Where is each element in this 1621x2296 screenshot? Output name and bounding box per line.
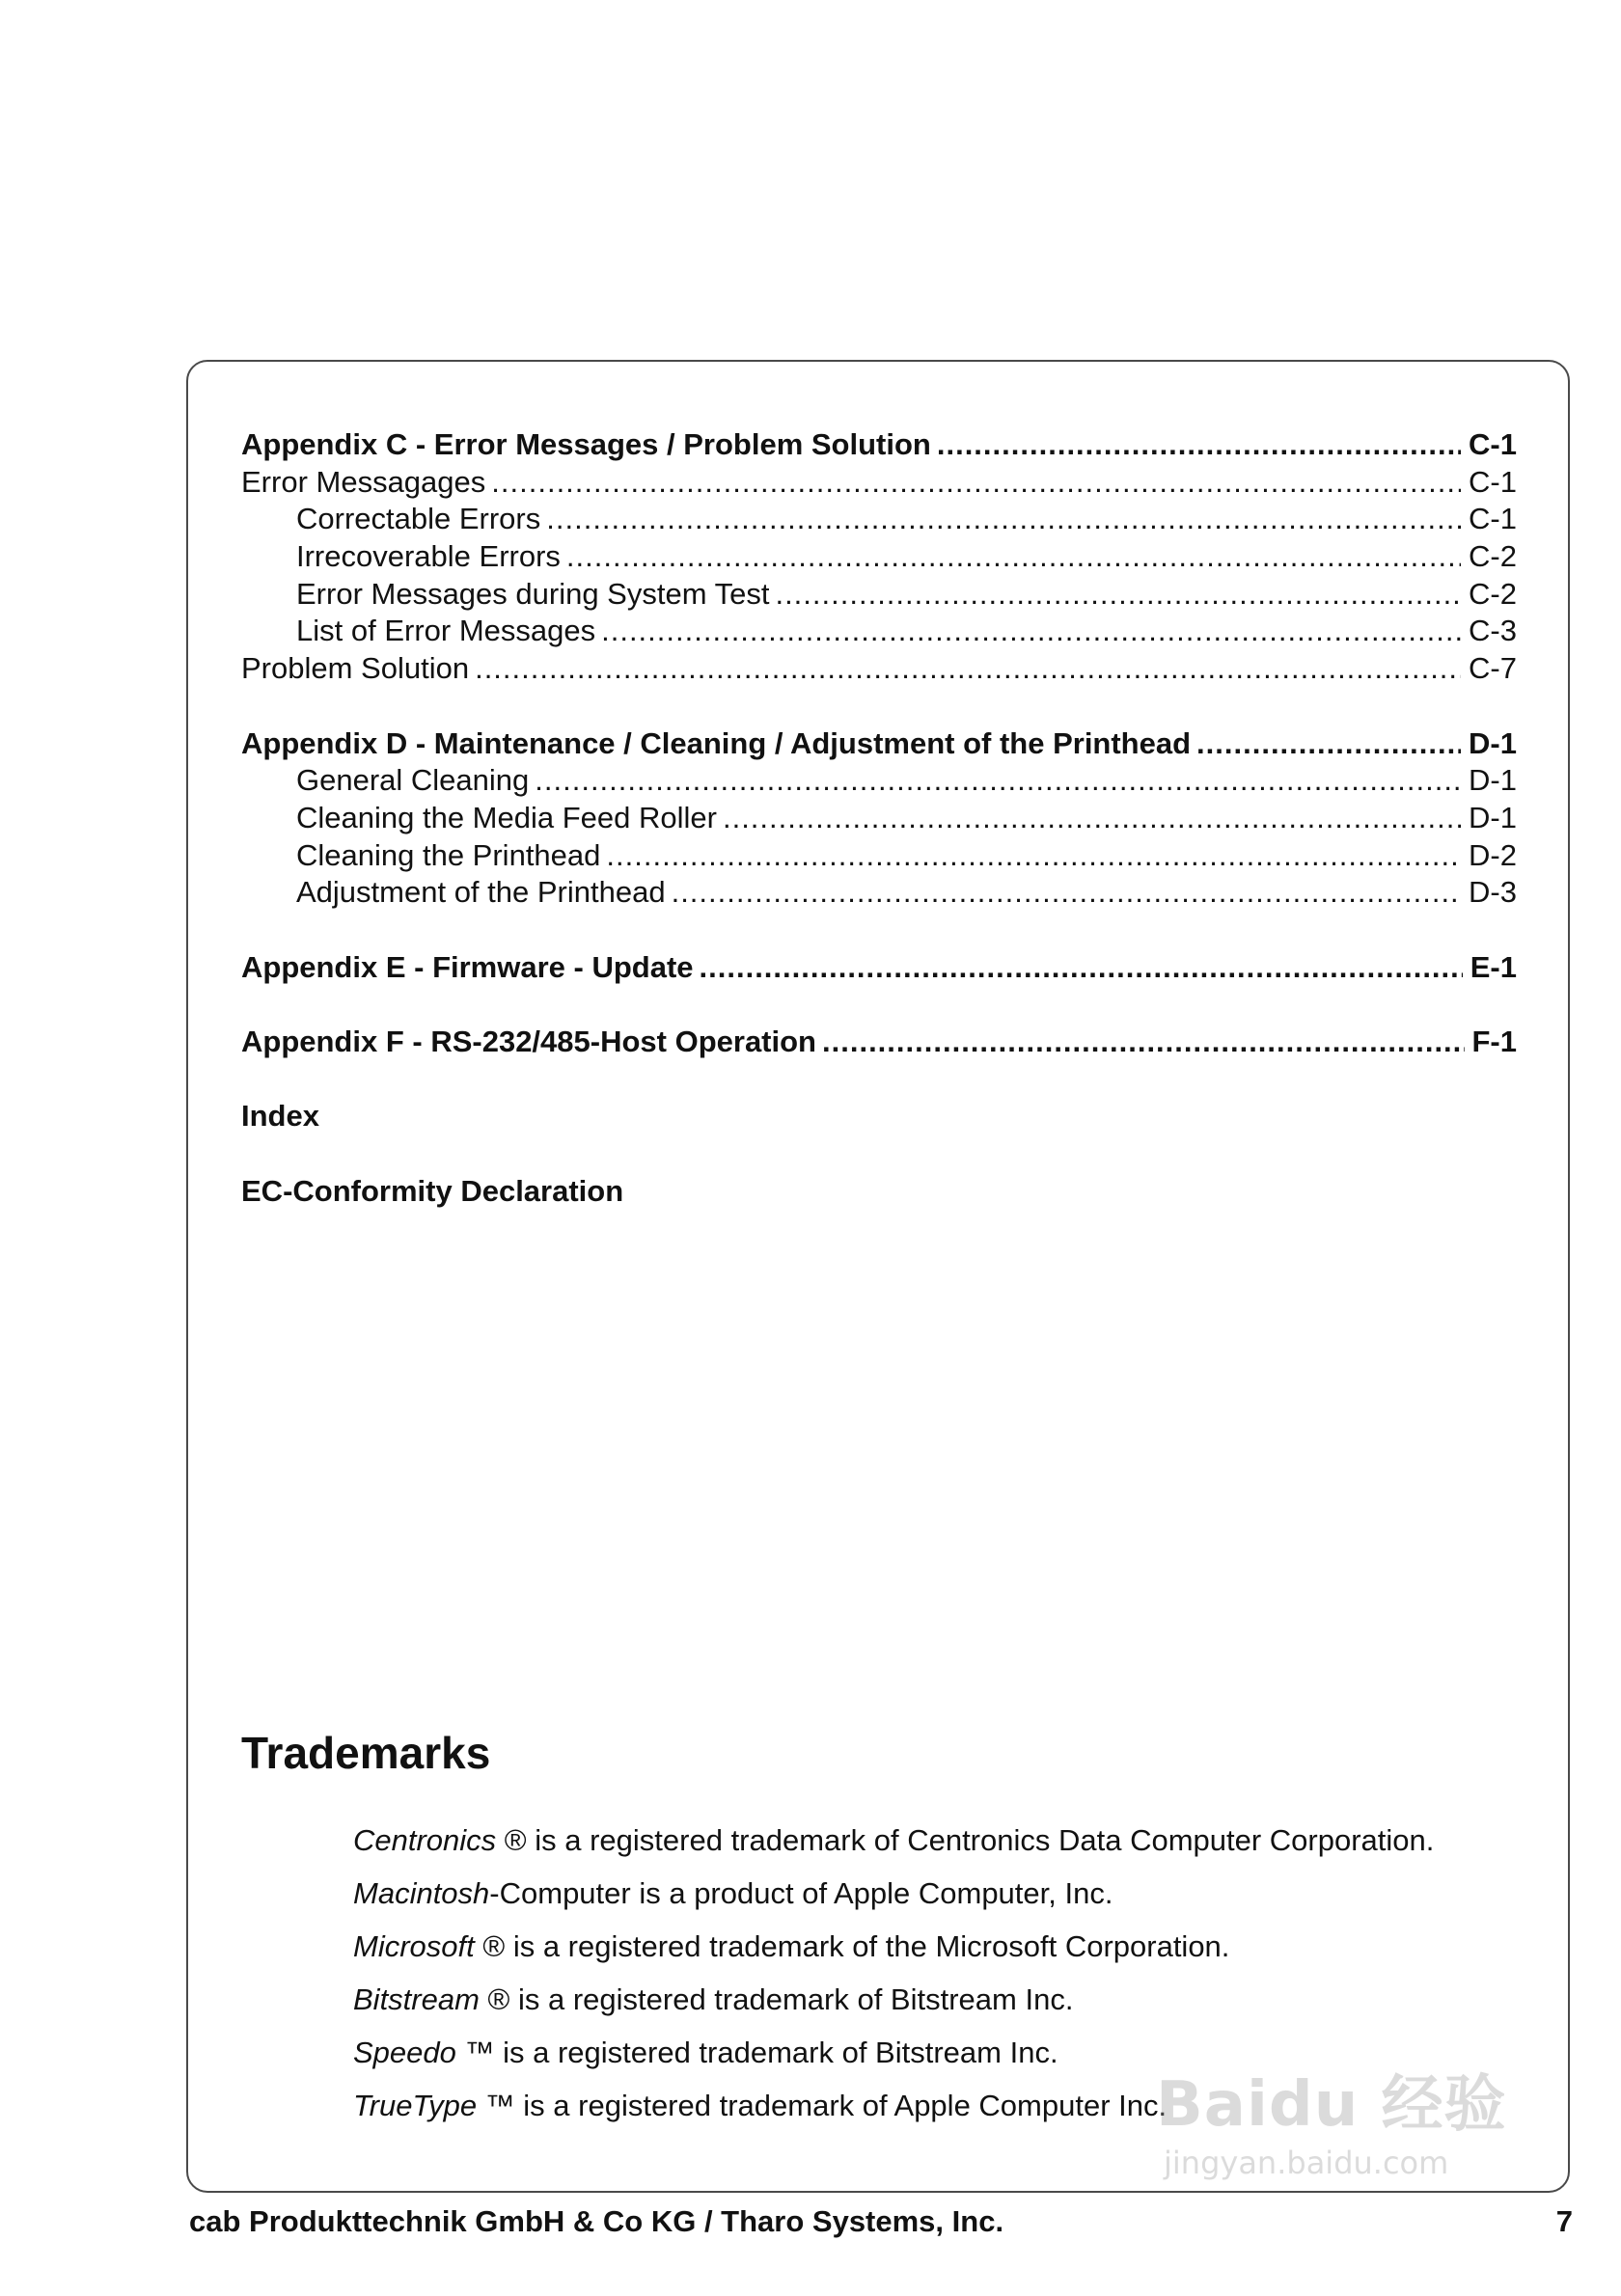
toc-entry-label: List of Error Messages bbox=[296, 614, 596, 648]
toc-entry-label: Error Messagages bbox=[241, 464, 486, 499]
toc-dot-leader bbox=[822, 1024, 1465, 1061]
trademark-text: -Computer is a product of Apple Computer, Inc. bbox=[489, 1876, 1113, 1910]
toc-dot-leader bbox=[723, 800, 1461, 837]
toc-entry-label: Appendix D - Maintenance / Cleaning / Adjustment of the Printhead bbox=[241, 725, 1192, 760]
toc-dot-leader bbox=[535, 762, 1461, 800]
toc-entry-page: C-1 bbox=[1469, 464, 1517, 499]
toc-entry[interactable] bbox=[241, 1173, 1517, 1211]
toc-dot-leader bbox=[775, 576, 1461, 614]
page-number: 7 bbox=[1555, 2204, 1573, 2238]
trademark-text: ™ is a registered trademark of Bitstream Inc. bbox=[455, 2036, 1058, 2069]
toc-entry-label: General Cleaning bbox=[296, 763, 530, 798]
toc-entry[interactable] bbox=[241, 426, 1517, 464]
trademark-item bbox=[353, 1981, 1434, 2034]
toc-entry-label: Correctable Errors bbox=[296, 502, 541, 536]
toc-entry[interactable] bbox=[241, 613, 1517, 650]
toc-entry-label: EC-Conformity Declaration bbox=[241, 1173, 624, 1208]
toc-entry-page: C-2 bbox=[1469, 576, 1517, 611]
toc-entry-label: Irrecoverable Errors bbox=[296, 539, 561, 574]
toc-entry[interactable] bbox=[241, 762, 1517, 800]
trademark-text: ® is a registered trademark of Centronics Data Computer Corporation. bbox=[496, 1823, 1435, 1857]
watermark-brand: Baidu 经验 bbox=[1156, 2069, 1507, 2141]
toc-dot-leader bbox=[601, 613, 1461, 650]
toc-entry-page: C-1 bbox=[1469, 502, 1517, 536]
toc-entry[interactable] bbox=[241, 725, 1517, 763]
toc-entry[interactable] bbox=[241, 800, 1517, 837]
toc-entry-page: C-7 bbox=[1469, 651, 1517, 686]
toc-entry-page: C-1 bbox=[1469, 427, 1517, 461]
trademark-text: ® is a registered trademark of the Microsoft Corporation. bbox=[474, 1929, 1230, 1963]
toc-dot-leader bbox=[606, 837, 1461, 875]
toc-entry-page: D-1 bbox=[1469, 725, 1517, 760]
toc-gap bbox=[241, 986, 1517, 1024]
toc-dot-leader bbox=[475, 650, 1461, 688]
baidu-watermark bbox=[1156, 2066, 1542, 2221]
toc-gap bbox=[241, 912, 1517, 949]
toc-dot-leader bbox=[700, 949, 1463, 987]
toc-entry-page: C-2 bbox=[1469, 539, 1517, 574]
trademark-name: Bitstream bbox=[353, 1982, 480, 2016]
toc-entry[interactable] bbox=[241, 501, 1517, 538]
toc-dot-leader bbox=[1196, 725, 1461, 763]
toc-entry-label: Cleaning the Media Feed Roller bbox=[296, 800, 717, 834]
toc-dot-leader bbox=[546, 501, 1461, 538]
toc-entry[interactable] bbox=[241, 837, 1517, 875]
toc-entry[interactable] bbox=[241, 576, 1517, 614]
trademark-text: ™ is a registered trademark of Apple Computer Inc. bbox=[477, 2089, 1168, 2122]
toc-entry-page: F-1 bbox=[1471, 1025, 1517, 1058]
trademark-item bbox=[353, 1874, 1434, 1927]
trademark-item bbox=[353, 1821, 1434, 1874]
toc-entry[interactable] bbox=[241, 538, 1517, 576]
toc-entry[interactable] bbox=[241, 874, 1517, 912]
toc-gap bbox=[241, 1061, 1517, 1099]
trademark-item bbox=[353, 1927, 1434, 1981]
toc-entry-page: D-1 bbox=[1469, 763, 1517, 798]
footer-company: cab Produkttechnik GmbH & Co KG / Tharo Systems, Inc. bbox=[189, 2204, 1004, 2238]
toc-dot-leader bbox=[566, 538, 1461, 576]
toc-entry-page: C-3 bbox=[1469, 614, 1517, 648]
trademark-name: Microsoft bbox=[353, 1929, 475, 1963]
trademarks-heading: Trademarks bbox=[241, 1728, 491, 1778]
toc-entry[interactable] bbox=[241, 464, 1517, 502]
toc-entry-label: Error Messages during System Test bbox=[296, 576, 770, 611]
trademark-name: TrueType bbox=[353, 2089, 478, 2122]
toc-dot-leader bbox=[937, 426, 1461, 464]
toc-entry[interactable] bbox=[241, 1098, 1517, 1135]
toc-entry-label: Appendix F - RS-232/485-Host Operation bbox=[241, 1025, 816, 1058]
trademark-name: Macintosh bbox=[353, 1876, 490, 1910]
toc-gap bbox=[241, 1135, 1517, 1173]
toc-entry[interactable] bbox=[241, 1024, 1517, 1061]
toc-entry-label: Cleaning the Printhead bbox=[296, 837, 601, 872]
toc-entry-label: Appendix C - Error Messages / Problem Solution bbox=[241, 427, 931, 461]
trademark-text: ® is a registered trademark of Bitstream Inc. bbox=[479, 1982, 1074, 2016]
toc-entry-label: Adjustment of the Printhead bbox=[296, 875, 666, 910]
toc-entry[interactable] bbox=[241, 650, 1517, 688]
watermark-url: jingyan.baidu.com bbox=[1164, 2145, 1449, 2181]
trademark-name: Speedo bbox=[353, 2036, 456, 2069]
trademark-name: Centronics bbox=[353, 1823, 497, 1857]
table-of-contents bbox=[241, 426, 1517, 1210]
toc-entry-label: Problem Solution bbox=[241, 651, 470, 686]
toc-entry-page: D-3 bbox=[1469, 875, 1517, 910]
toc-entry-label: Appendix E - Firmware - Update bbox=[241, 949, 694, 984]
toc-dot-leader bbox=[491, 464, 1461, 502]
toc-entry-label: Index bbox=[241, 1099, 319, 1134]
toc-entry-page: D-1 bbox=[1469, 800, 1517, 834]
toc-entry-page: E-1 bbox=[1470, 949, 1517, 984]
toc-gap bbox=[241, 688, 1517, 725]
toc-dot-leader bbox=[672, 874, 1461, 912]
toc-entry-page: D-2 bbox=[1469, 837, 1517, 872]
toc-entry[interactable] bbox=[241, 949, 1517, 987]
